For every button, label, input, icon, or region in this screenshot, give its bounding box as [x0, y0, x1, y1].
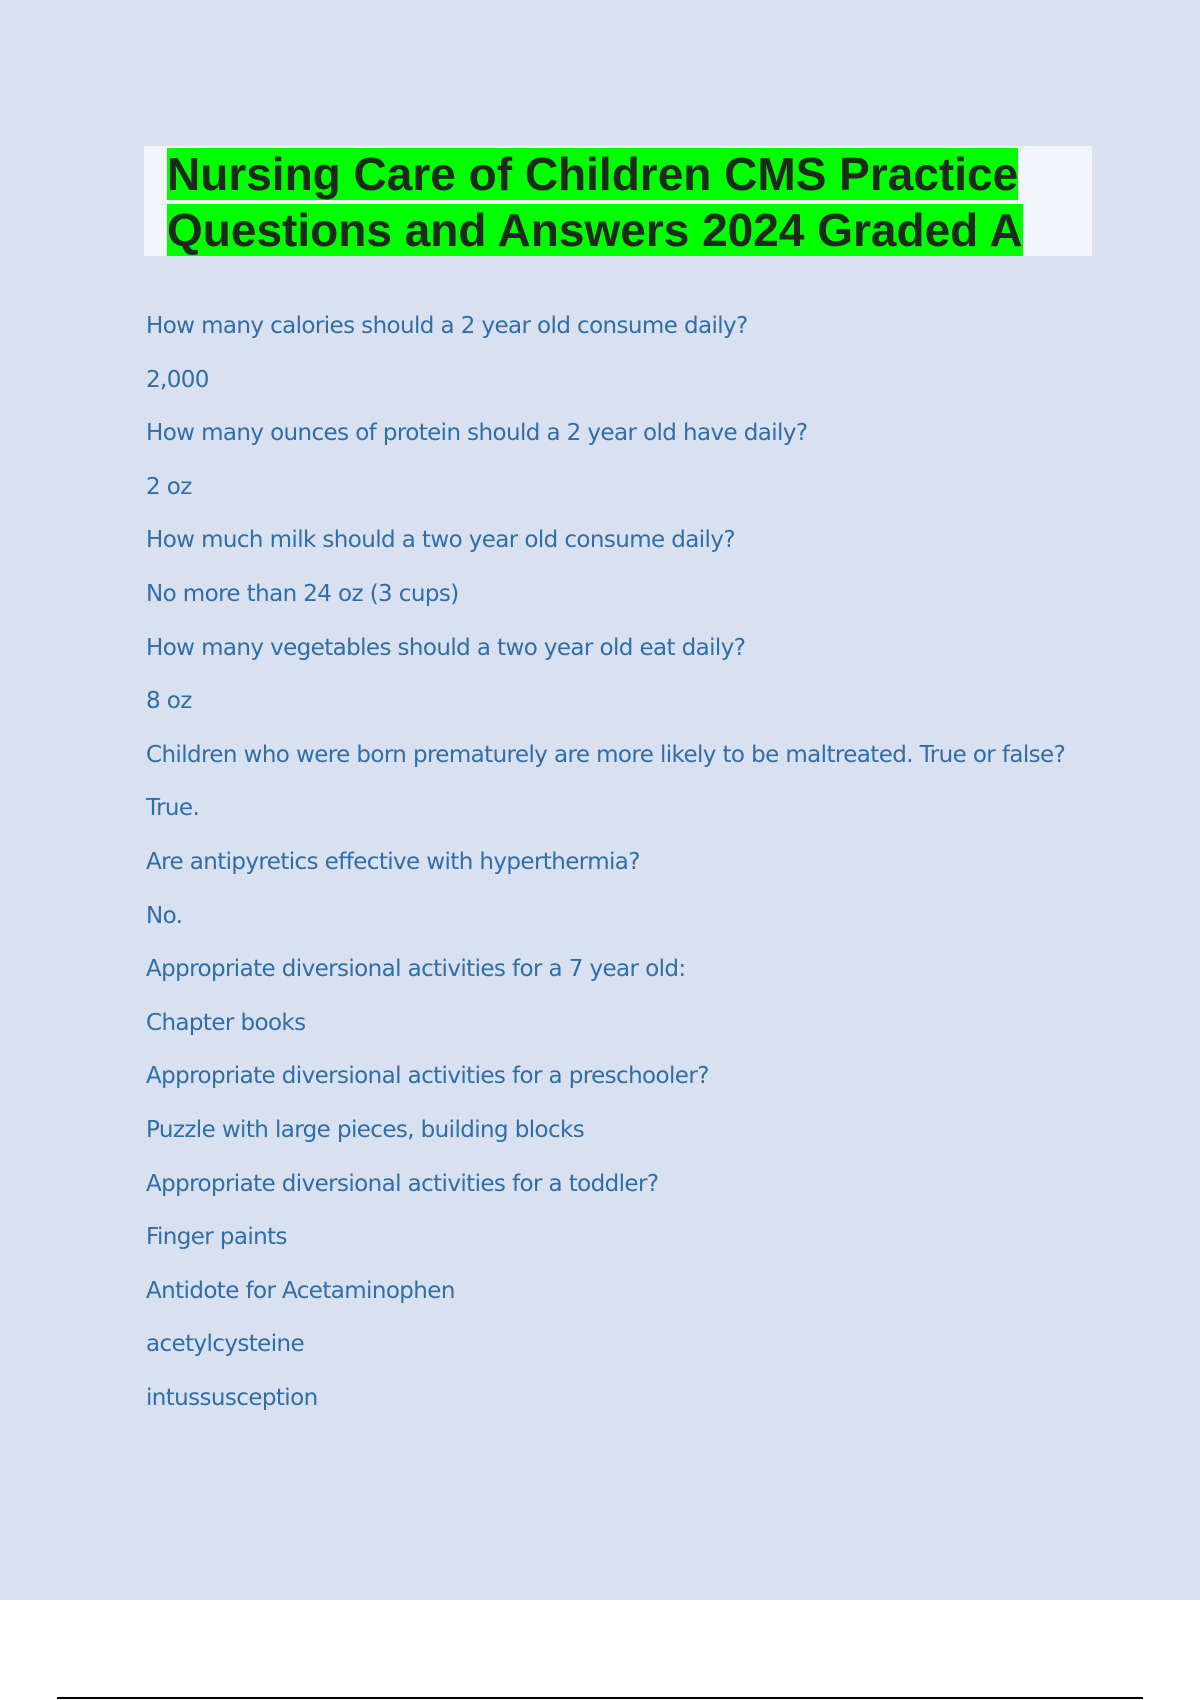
footer-divider [57, 1697, 1143, 1699]
document-title [167, 146, 1067, 258]
question-line: Antidote for Acetaminophen [146, 1277, 455, 1304]
title-highlight: Nursing Care of Children CMS Practice Questions and Answers 2024 Graded A [167, 148, 1023, 256]
qa-list [146, 300, 1146, 1425]
answer-line: Finger paints [146, 1224, 287, 1251]
question-line: Appropriate diversional activities for a 7 year old: [146, 956, 686, 983]
answer-line: No more than 24 oz (3 cups) [146, 580, 459, 607]
answer-line: 8 oz [146, 688, 192, 715]
answer-line: Chapter books [146, 1009, 306, 1036]
answer-line: No. [146, 902, 183, 929]
question-line: Appropriate diversional activities for a preschooler? [146, 1063, 709, 1090]
question-line: Children who were born prematurely are more likely to be maltreated. True or false? [146, 741, 1066, 768]
question-line: How much milk should a two year old consume daily? [146, 527, 735, 554]
answer-line: 2 oz [146, 473, 192, 500]
answer-line: Puzzle with large pieces, building blocks [146, 1116, 585, 1143]
question-line: Are antipyretics effective with hyperthermia? [146, 848, 640, 875]
answer-line: acetylcysteine [146, 1331, 305, 1358]
question-line: How many ounces of protein should a 2 year old have daily? [146, 420, 808, 447]
question-line: Appropriate diversional activities for a toddler? [146, 1170, 659, 1197]
answer-line: True. [146, 795, 200, 822]
question-line: How many vegetables should a two year old eat daily? [146, 634, 746, 661]
question-line: How many calories should a 2 year old consume daily? [146, 313, 748, 339]
question-line: intussusception [146, 1384, 318, 1411]
answer-line: 2,000 [146, 366, 209, 393]
